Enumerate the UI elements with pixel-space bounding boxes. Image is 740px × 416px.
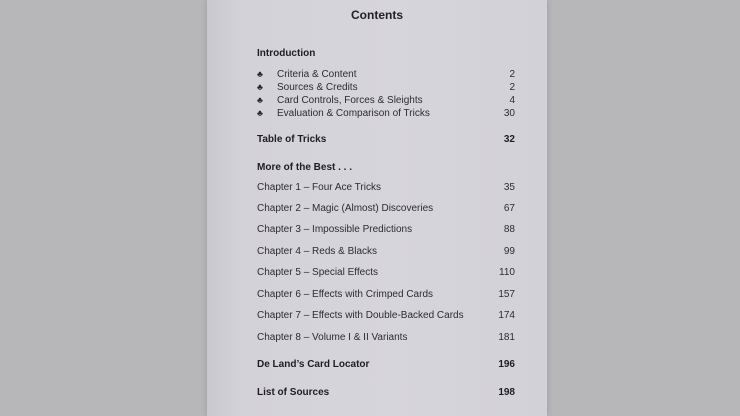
chapter-page: 174: [498, 310, 515, 321]
club-icon: ♣: [257, 82, 263, 92]
toc-entry-page: 2: [509, 69, 515, 80]
page-title: Contents: [351, 8, 403, 22]
chapter-label: Chapter 7 – Effects with Double-Backed Cards: [257, 310, 464, 321]
chapter-page: 181: [498, 332, 515, 343]
chapter-page: 88: [503, 224, 515, 235]
chapter-label: Chapter 5 – Special Effects: [257, 267, 378, 278]
toc-entry-label: Criteria & Content: [277, 69, 357, 80]
chapter-page: 110: [499, 267, 515, 278]
toc-entry-page: 32: [503, 134, 515, 145]
club-icon: ♣: [257, 95, 263, 105]
toc-entry-label: List of Sources: [257, 387, 330, 398]
toc-entry-page: 2: [509, 82, 515, 93]
toc-entry-page: 4: [509, 95, 515, 106]
chapter-label: Chapter 6 – Effects with Crimped Cards: [257, 289, 434, 300]
toc-entry-page: 198: [498, 387, 515, 398]
club-icon: ♣: [257, 108, 263, 118]
toc-entry-label: De Land’s Card Locator: [257, 359, 370, 370]
toc-entry-label: Evaluation & Comparison of Tricks: [277, 108, 430, 119]
section-heading-more-of-the-best: More of the Best . . .: [257, 162, 353, 173]
chapter-page: 35: [503, 182, 515, 193]
book-page: [207, 0, 547, 416]
chapter-label: Chapter 4 – Reds & Blacks: [257, 246, 378, 257]
club-icon: ♣: [257, 69, 263, 79]
chapter-label: Chapter 3 – Impossible Predictions: [257, 224, 413, 235]
toc-entry-page: 196: [498, 359, 515, 370]
toc-entry-label: Card Controls, Forces & Sleights: [277, 95, 423, 106]
section-heading-introduction: Introduction: [257, 48, 316, 59]
chapter-label: Chapter 8 – Volume I & II Variants: [257, 332, 408, 343]
toc-entry-page: 30: [503, 108, 515, 119]
chapter-page: 99: [503, 246, 515, 257]
chapter-page: 157: [498, 289, 515, 300]
chapter-label: Chapter 2 – Magic (Almost) Discoveries: [257, 203, 434, 214]
toc-entry-label: Sources & Credits: [277, 82, 358, 93]
chapter-label: Chapter 1 – Four Ace Tricks: [257, 182, 381, 193]
chapter-page: 67: [503, 203, 515, 214]
toc-entry-label: Table of Tricks: [257, 134, 327, 145]
